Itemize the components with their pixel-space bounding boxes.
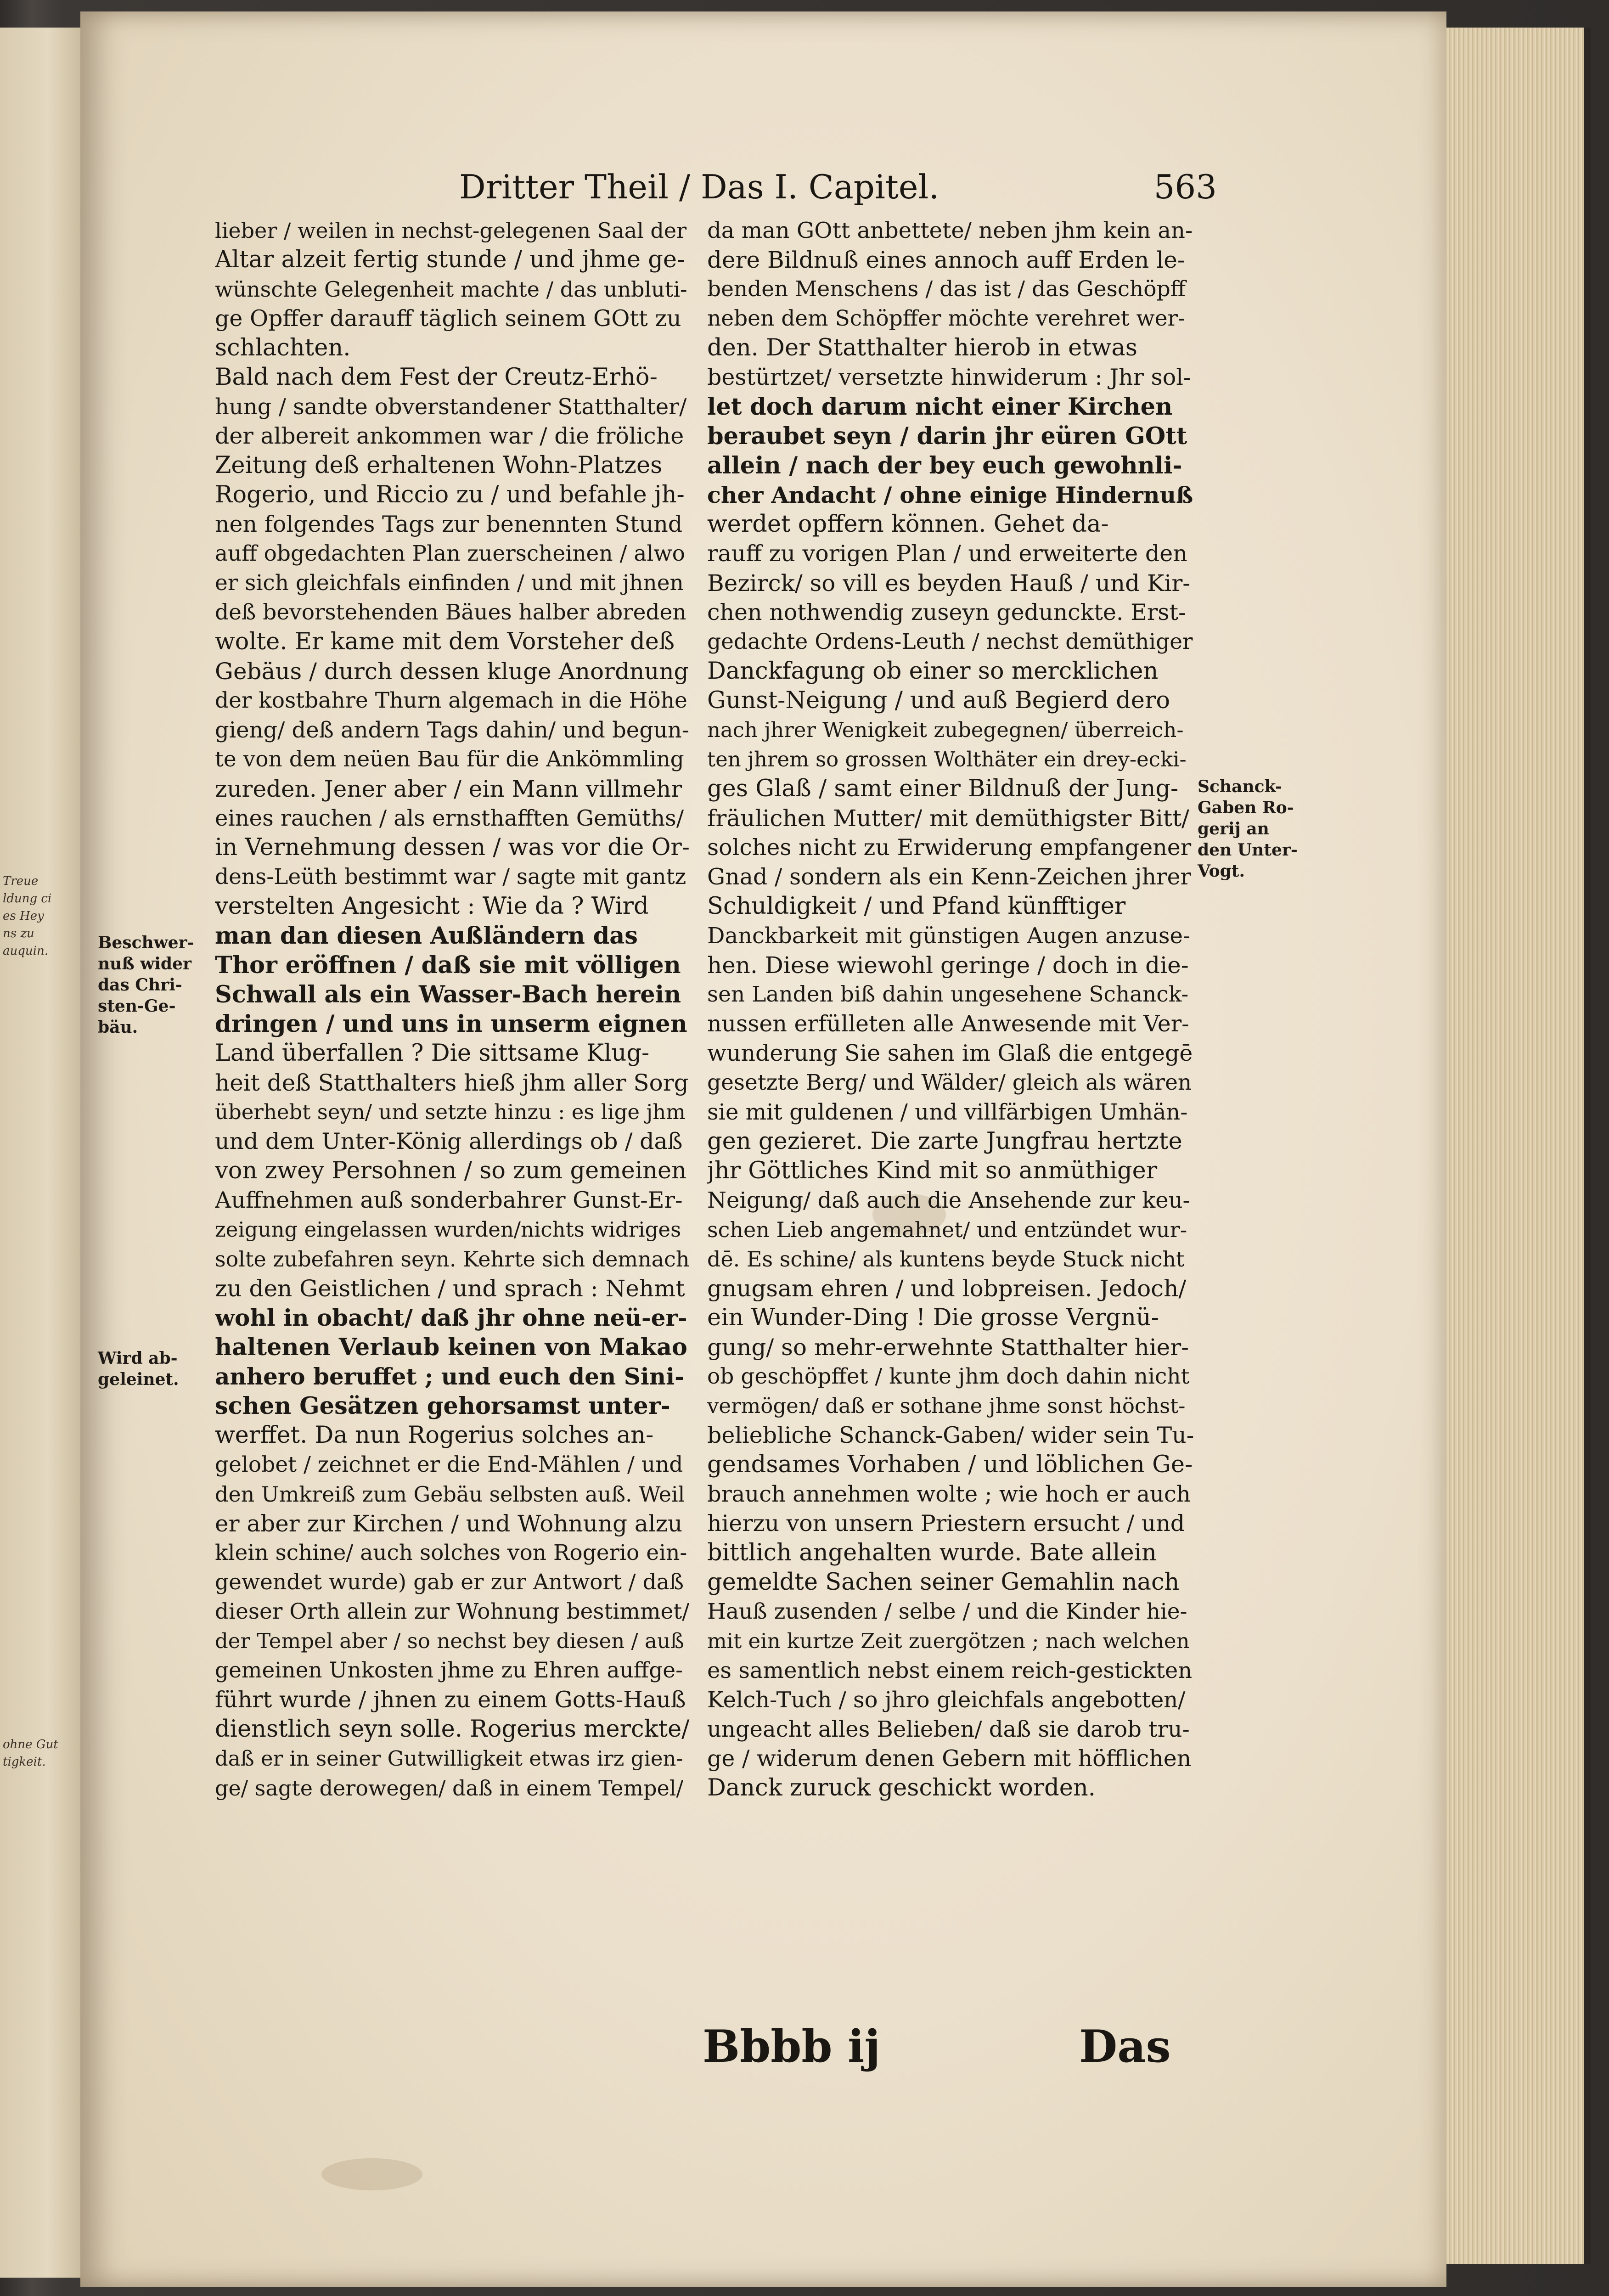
text-line: fräulichen Mutter/ mit demüthigster Bitt/ [707, 805, 1189, 832]
margin-note-line: geleinet. [98, 1370, 179, 1389]
text-line: Schuldigkeit / und Pfand künfftiger [707, 893, 1126, 920]
text-line: ten jhrem so grossen Wolthäter ein drey-ecki- [707, 747, 1187, 771]
text-line: auff obgedachten Plan zuerscheinen / alwo [215, 541, 685, 566]
text-line: ungeacht alles Belieben/ daß sie darob tru- [707, 1716, 1190, 1742]
text-line: führt wurde / jhnen zu einem Gotts-Hauß [215, 1687, 686, 1713]
text-line: wolte. Er kame mit dem Vorsteher deß [215, 628, 675, 655]
margin-note-line: Gaben Ro- [1198, 798, 1294, 817]
text-line: eines rauchen / als ernsthafften Gemüths/ [215, 805, 684, 831]
catchword: Das [1079, 2020, 1171, 2072]
text-line: der kostbahre Thurn algemach in die Höhe [215, 688, 687, 713]
text-line: gieng/ deß andern Tags dahin/ und begun- [215, 717, 689, 743]
text-line: Gebäus / durch dessen kluge Anordnung [215, 658, 689, 685]
previous-page-edge [0, 28, 80, 2278]
margin-note-beschwernuss [98, 932, 213, 1038]
text-line: gung/ so mehr-erwehnte Statthalter hier- [707, 1334, 1189, 1361]
text-line: der Tempel aber / so nechst bey diesen / auß [215, 1629, 684, 1653]
text-line: Bald nach dem Fest der Creutz-Erhö- [215, 364, 658, 391]
text-line: haltenen Verlaub keinen von Makao [215, 1334, 687, 1361]
text-line: Auffnehmen auß sonderbahrer Gunst-Er- [215, 1187, 683, 1213]
text-line: daß er in seiner Gutwilligkeit etwas irz gien- [215, 1746, 683, 1771]
text-line: ge/ sagte derowegen/ daß in einem Tempel/ [215, 1776, 683, 1801]
signature-mark: Bbbb ij [703, 2020, 881, 2072]
text-line: und dem Unter-König allerdings ob / daß [215, 1128, 683, 1154]
text-line: nen folgendes Tags zur benennten Stund [215, 511, 683, 537]
text-line: ob geschöpffet / kunte jhm doch dahin nicht [707, 1364, 1190, 1389]
text-line: deß bevorstehenden Bäues halber abreden [215, 600, 686, 625]
text-line: ein Wunder-Ding ! Die grosse Vergnü- [707, 1304, 1159, 1331]
previous-page-margin-fragment: ohne Gut tigkeit. [3, 1738, 58, 1769]
text-line: schen Gesätzen gehorsamst unter- [215, 1392, 670, 1420]
text-line: bittlich angehalten wurde. Bate allein [707, 1539, 1157, 1566]
text-line: dienstlich seyn solle. Rogerius merckte/ [215, 1716, 690, 1743]
margin-note-line: das Chri- [98, 975, 182, 995]
page-number: 563 [1153, 168, 1217, 206]
page-block-edges [1446, 28, 1591, 2264]
text-line: heit deß Statthalters hieß jhm aller Sorg [215, 1069, 689, 1096]
text-line: er sich gleichfals einfinden / und mit jhnen [215, 570, 684, 596]
text-line: Schwall als ein Wasser-Bach herein [215, 981, 681, 1008]
text-line: mit ein kurtze Zeit zuergötzen ; nach welchen [707, 1629, 1190, 1653]
text-line: verstelten Angesicht : Wie da ? Wird [215, 893, 649, 920]
margin-note-line: Wird ab- [98, 1349, 178, 1368]
text-line: dē. Es schine/ als kuntens beyde Stuck nicht [707, 1247, 1185, 1272]
text-line: vermögen/ daß er sothane jhme sonst höchst- [707, 1394, 1186, 1418]
text-line: te von dem neüen Bau für die Ankömmling [215, 747, 684, 772]
text-line: wunderung Sie sahen im Glaß die entgegē [707, 1040, 1193, 1066]
text-line: dieser Orth allein zur Wohnung bestimmet/ [215, 1599, 690, 1624]
text-line: chen nothwendig zuseyn gedunckte. Erst- [707, 599, 1186, 625]
running-head-title: Dritter Theil / Das I. Capitel. [459, 168, 940, 206]
text-line: zeigung eingelassen wurden/nichts widriges [215, 1217, 681, 1242]
text-line: Rogerio, und Riccio zu / und befahle jh- [215, 481, 685, 508]
text-line: Neigung/ daß auch die Ansehende zur keu- [707, 1187, 1190, 1213]
text-line: Danckfagung ob einer so mercklichen [707, 658, 1159, 685]
running-head [459, 168, 1217, 204]
text-line: gelobet / zeichnet er die End-Mählen / und [215, 1452, 683, 1477]
text-line: gendsames Vorhaben / und löblichen Ge- [707, 1451, 1193, 1478]
text-line: beraubet seyn / darin jhr eüren GOtt [707, 422, 1187, 450]
text-line: in Vernehmung dessen / was vor die Or- [215, 834, 690, 861]
text-line: bestürtzet/ versetzte hinwiderum : Jhr sol- [707, 364, 1191, 390]
text-line: jhr Göttliches Kind mit so anmüthiger [707, 1157, 1158, 1184]
text-line: werffet. Da nun Rogerius solches an- [215, 1422, 654, 1449]
text-line: wünschte Gelegenheit machte / das unbluti- [215, 277, 687, 302]
text-line: er aber zur Kirchen / und Wohnung alzu [215, 1510, 683, 1537]
text-line: ge Opffer darauff täglich seinem GOtt zu [215, 305, 681, 332]
text-line: von zwey Persohnen / so zum gemeinen [215, 1157, 687, 1184]
text-line: allein / nach der bey euch gewohnli- [707, 452, 1182, 479]
text-line: dens-Leüth bestimmt war / sagte mit gantz [215, 864, 686, 889]
text-line: der albereit ankommen war / die fröliche [215, 423, 684, 449]
text-line: Danck zuruck geschickt worden. [707, 1774, 1096, 1801]
text-line: solches nicht zu Erwiderung empfangener [707, 834, 1192, 861]
text-line: gen gezieret. Die zarte Jungfrau hertzte [707, 1128, 1182, 1155]
text-line: Land überfallen ? Die sittsame Klug- [215, 1040, 650, 1067]
text-line: solte zubefahren seyn. Kehrte sich demnach [215, 1247, 690, 1272]
margin-note-line: Schanck- [1198, 777, 1282, 796]
text-line: hen. Diese wiewohl geringe / doch in die- [707, 952, 1189, 979]
text-line: sen Landen biß dahin ungesehene Schanck- [707, 982, 1189, 1007]
margin-note-line: nuß wider [98, 954, 191, 974]
text-line: wohl in obacht/ daß jhr ohne neü-er- [215, 1304, 687, 1331]
margin-note-line: sten-Ge- [98, 996, 176, 1016]
text-line: Zeitung deß erhaltenen Wohn-Platzes [215, 452, 663, 479]
text-line: gewendet wurde) gab er zur Antwort / daß [215, 1570, 684, 1595]
text-line: neben dem Schöpffer möchte verehret wer- [707, 306, 1185, 331]
text-line: Hauß zusenden / selbe / und die Kinder hie- [707, 1599, 1187, 1624]
text-line: Danckbarkeit mit günstigen Augen anzuse- [707, 923, 1191, 949]
text-line: gesetzte Berg/ und Wälder/ gleich als wären [707, 1070, 1192, 1095]
text-line: rauff zu vorigen Plan / und erweiterte den [707, 540, 1187, 567]
text-line: benden Menschens / das ist / das Geschöpff [707, 276, 1186, 302]
text-column-left [215, 216, 690, 2296]
text-line: nussen erfülleten alle Anwesende mit Ver- [707, 1011, 1189, 1037]
text-line: anhero beruffet ; und euch den Sini- [215, 1363, 684, 1390]
text-line: man dan diesen Außländern das [215, 922, 638, 950]
text-line: werdet opffern können. Gehet da- [707, 511, 1109, 538]
text-line: gemeinen Unkosten jhme zu Ehren auffge- [215, 1658, 683, 1683]
text-line: schen Lieb angemahnet/ und entzündet wur- [707, 1217, 1187, 1242]
text-line: dringen / und uns in unserm eignen [215, 1010, 687, 1038]
text-line: es samentlich nebst einem reich-gestickten [707, 1658, 1193, 1683]
text-line: den Umkreiß zum Gebäu selbsten auß. Weil [215, 1482, 685, 1507]
text-line: den. Der Statthalter hierob in etwas [707, 334, 1137, 361]
text-line: Gunst-Neigung / und auß Begierd dero [707, 687, 1170, 714]
text-line: Kelch-Tuch / so jhro gleichfals angebotten/ [707, 1687, 1186, 1713]
text-line: schlachten. [215, 334, 351, 361]
margin-note-schanckgaben [1198, 776, 1308, 882]
text-line: brauch annehmen wolte ; wie hoch er auch [707, 1481, 1191, 1507]
text-line: da man GOtt anbettete/ neben jhm kein an- [707, 218, 1193, 243]
text-line: gemeldte Sachen seiner Gemahlin nach [707, 1569, 1180, 1596]
text-line: Gnad / sondern als ein Kenn-Zeichen jhrer [707, 864, 1191, 890]
text-line: klein schine/ auch solches von Rogerio ein- [215, 1540, 687, 1565]
text-line: überhebt seyn/ und setzte hinzu : es lige jhm [215, 1100, 686, 1124]
text-line: nach jhrer Wenigkeit zubegegnen/ überreich- [707, 718, 1184, 742]
text-line: sie mit guldenen / und villfärbigen Umhän- [707, 1099, 1188, 1125]
previous-page-margin-fragment: Treue ldung ci es Hey ns zu auquin. [3, 874, 52, 958]
text-line: dere Bildnuß eines annoch auff Erden le- [707, 247, 1185, 273]
text-line: Thor eröffnen / daß sie mit völligen [215, 951, 681, 979]
text-line: cher Andacht / ohne einige Hindernuß [707, 482, 1193, 508]
margin-note-abgeleinet [98, 1348, 213, 1390]
text-line: gedachte Ordens-Leuth / nechst demüthiger [707, 629, 1193, 654]
margin-note-line: Vogt. [1198, 861, 1245, 881]
text-line: hierzu von unsern Priestern ersucht / und [707, 1510, 1185, 1536]
text-column-right [707, 216, 1194, 2296]
text-line: let doch darum nicht einer Kirchen [707, 393, 1173, 421]
text-line: hung / sandte obverstandener Statthalter/ [215, 394, 687, 420]
margin-note-line: gerij an [1198, 819, 1269, 838]
text-line: zureden. Jener aber / ein Mann villmehr [215, 776, 682, 802]
text-line: zu den Geistlichen / und sprach : Nehmt [215, 1275, 685, 1302]
text-line: beliebliche Schanck-Gaben/ wider sein Tu- [707, 1422, 1194, 1448]
text-line: ges Glaß / samt einer Bildnuß der Jung- [707, 775, 1179, 802]
margin-note-line: den Unter- [1198, 840, 1298, 860]
text-line: ge / widerum denen Gebern mit höfflichen [707, 1745, 1192, 1772]
margin-note-line: bäu. [98, 1018, 138, 1037]
margin-note-line: Beschwer- [98, 933, 194, 952]
text-line: lieber / weilen in nechst-gelegenen Saal der [215, 218, 687, 243]
text-line: Bezirck/ so vill es beyden Hauß / und Kir- [707, 570, 1191, 597]
text-line: gnugsam ehren / und lobpreisen. Jedoch/ [707, 1275, 1187, 1302]
text-line: Altar alzeit fertig stunde / und jhme ge- [215, 246, 685, 273]
